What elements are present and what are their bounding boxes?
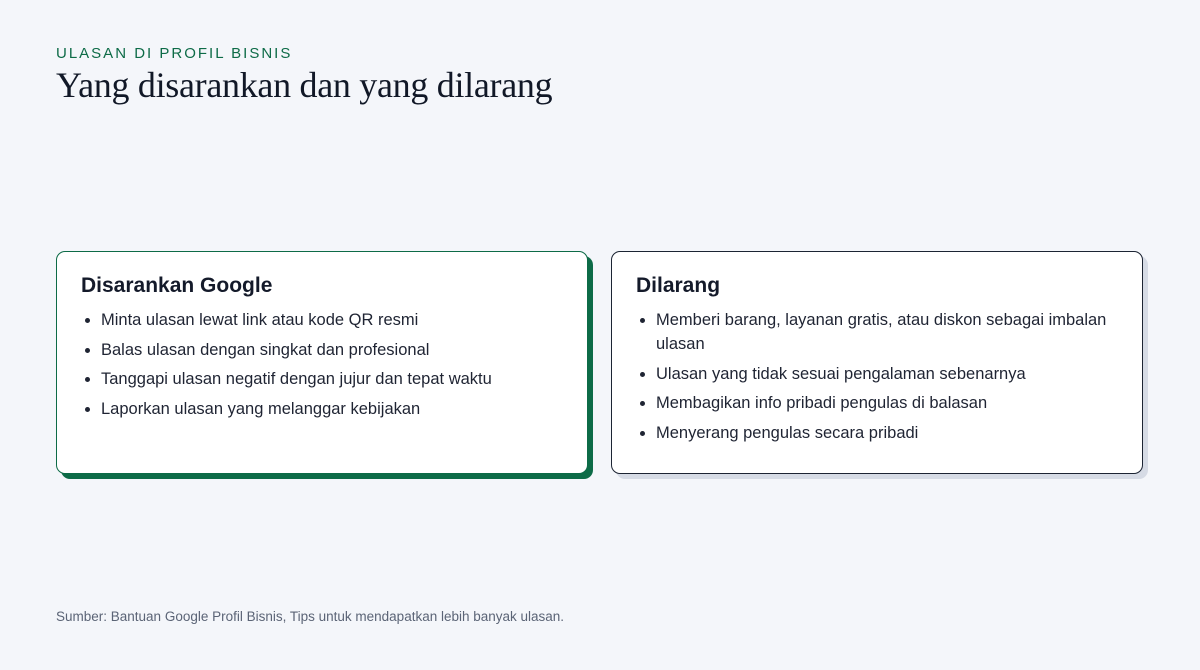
prohibited-card-title: Dilarang bbox=[636, 274, 721, 297]
list-item: • Tanggapi ulasan negatif dengan jujur dan tepat waktu bbox=[101, 367, 563, 391]
eyebrow-label: ULASAN DI PROFIL BISNIS bbox=[56, 45, 293, 62]
list-item: • Memberi barang, layanan gratis, atau diskon sebagai imbalan ulasan bbox=[656, 308, 1118, 356]
list-item: • Ulasan yang tidak sesuai pengalaman sebenarnya bbox=[656, 362, 1118, 386]
source-note: Sumber: Bantuan Google Profil Bisnis, Tips untuk mendapatkan lebih banyak ulasan. bbox=[56, 609, 565, 624]
recommended-card-title: Disarankan Google bbox=[81, 274, 273, 297]
recommended-list bbox=[81, 308, 563, 421]
page-title: Yang disarankan dan yang dilarang bbox=[56, 65, 553, 105]
prohibited-card bbox=[611, 251, 1143, 474]
list-item: • Laporkan ulasan yang melanggar kebijakan bbox=[101, 397, 563, 421]
prohibited-list bbox=[636, 308, 1118, 445]
list-item: • Menyerang pengulas secara pribadi bbox=[656, 421, 1118, 445]
list-item: • Minta ulasan lewat link atau kode QR resmi bbox=[101, 308, 563, 332]
list-item: • Balas ulasan dengan singkat dan profesional bbox=[101, 338, 563, 362]
recommended-card bbox=[56, 251, 588, 474]
list-item: • Membagikan info pribadi pengulas di balasan bbox=[656, 391, 1118, 415]
